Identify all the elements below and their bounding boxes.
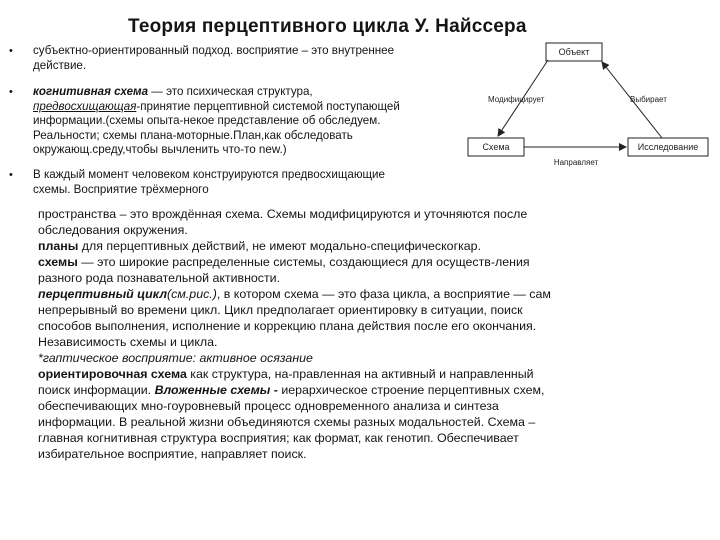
body-line-12 <box>38 382 678 398</box>
bullet-marker: • <box>9 45 13 57</box>
term-anticipating: предвосхищающая <box>33 99 137 113</box>
slide-title: Теория перцептивного цикла У. Найссера <box>128 16 527 37</box>
body-line-14: информации. В реальной жизни объединяются схемы разных модальностей. Схема – <box>38 415 536 429</box>
bullet-3-line-2: схемы. Восприятие трёхмерного <box>33 182 209 196</box>
modifies-label: Модифицирует <box>488 95 545 104</box>
body-line-13: обеспечивающих мно-гоуровневый процесс одновременного анализа и синтеза <box>38 399 499 413</box>
body-text <box>38 206 678 462</box>
body-line-11 <box>38 366 678 382</box>
see-figure-ref: (см.рис.) <box>167 287 217 301</box>
body-line-6-text: , в котором схема — это фаза цикла, а восприятие — сам <box>216 287 551 301</box>
perceptual-cycle-diagram <box>464 40 714 170</box>
body-line-6 <box>38 286 678 302</box>
bullet-2-line-1 <box>33 85 473 100</box>
bullet-1-line-1: субъектно-ориентированный подход. восприятие – это внутреннее <box>33 44 395 57</box>
selects-label: Выбирает <box>630 95 667 104</box>
bullet-2-line-3: информации.(схемы опыта-некое представление об обследуем. <box>33 114 381 128</box>
bullet-2-line-2 <box>33 100 473 115</box>
term-orienting-scheme: ориентировочная схема <box>38 367 187 381</box>
bullet-1-line-2: действие. <box>33 58 87 72</box>
body-line-3-text: для перцептивных действий, не имеют модально-специфическогкар. <box>78 239 482 253</box>
body-line-1: пространства – это врождённая схема. Схемы модифицируются и уточняются после <box>38 207 528 221</box>
scheme-label: Схема <box>482 142 510 152</box>
body-line-5: разного рода познавательной активности. <box>38 271 281 285</box>
bullet-item-1 <box>9 44 473 73</box>
body-line-2: обследования окружения. <box>38 223 188 237</box>
bullet-marker: • <box>9 169 13 181</box>
bullet-2-line-5: окружающ.среду,чтобы вычленить что-то new.) <box>33 143 287 157</box>
body-line-12-text: поиск информации. <box>38 383 152 397</box>
bullet-2-line-4: Реальности; схемы плана-моторные.План,как обследовать <box>33 128 353 142</box>
body-line-10: *гаптическое восприятие: активное осязание <box>38 351 313 365</box>
term-cognitive-scheme: когнитивная схема <box>33 85 149 98</box>
term-schemes: схемы <box>38 255 78 269</box>
bullet-3-line-1: В каждый момент человеком конструируются предвосхищающие <box>33 168 385 181</box>
body-line-15: главная когнитивная структура восприятия; как формат, как генотип. Обеспечивает <box>38 431 519 445</box>
body-line-16: избирательное восприятие, направляет поиск. <box>38 447 307 461</box>
term-perceptual-cycle: перцептивный цикл <box>38 287 168 301</box>
object-label: Объект <box>558 47 590 57</box>
body-line-4-text: — это широкие распределенные системы, создающиеся для осуществ-ления <box>77 255 530 269</box>
body-line-3 <box>38 238 678 254</box>
term-nested-schemes: Вложенные схемы - <box>151 383 278 397</box>
bullet-marker: • <box>9 86 13 98</box>
body-line-12-rest: иерархическое строение перцептивных схем, <box>277 383 545 397</box>
body-line-8: способов выполнения, исполнение и коррекцию плана действия после его окончания. <box>38 319 537 333</box>
bullet-item-2 <box>9 85 473 158</box>
body-line-4 <box>38 254 678 270</box>
bullet-2-line-1-text: — это психическая структура, <box>148 85 313 98</box>
term-plans: планы <box>38 239 79 253</box>
bullet-2-line-2-text: -принятие перцептивной системой поступающей <box>136 99 400 113</box>
directs-label: Направляет <box>553 158 599 167</box>
body-line-11-text: как структура, на-правленная на активный и направленный <box>186 367 534 381</box>
body-line-9: Независимость схемы и цикла. <box>38 335 218 349</box>
bullet-item-3 <box>9 168 473 197</box>
exploration-label: Исследование <box>637 142 699 152</box>
body-line-7: непрерывный во времени цикл. Цикл предполагает ориентировку в ситуации, поиск <box>38 303 523 317</box>
